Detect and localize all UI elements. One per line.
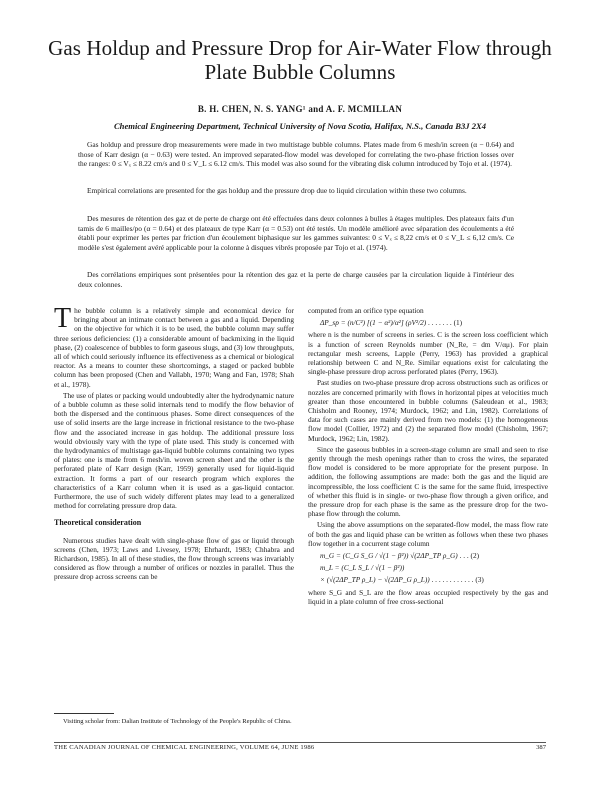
- abstract-fr-paragraph-1: Des mesures de rétention des gaz et de perte de charge ont été effectuées dans deux colonnes à bulles à étages multiples. Des plateaux faits d'un tamis de 6 mailles/po (α = 0.64) et des plateaux de type Karr (α = 0.53) ont été testés. Un modèle amélioré avec séparation des écoulements a été établi pour exprimer les pertes par friction d'un écoulement biphasique sur les gammes suivantes: 0 ≤ Vₓ ≤ 8,22 cm/s et 0 ≤ V_L ≤ 6,12 cm/s. Ce modèle s'est également avéré applicable pour la colonne à disques vibrés proposée par Tojo et al. (1974).: [78, 214, 514, 252]
- drop-cap: T: [54, 303, 72, 334]
- abstract-en-paragraph-1: Gas holdup and pressure drop measurements were made in two multistage bubble columns. Plates made from 6 mesh/in screen (α − 0.64) and those of Karr design (α − 0.63) were tested. An improved separated-flow model was developed for correlating the two-phase friction losses over the ranges: 0 ≤ Vₓ ≤ 8.22 cm/s and 0 ≤ V_L ≤ 6.12 cm/s. This model was also sound for the vibrating disk column introduced by Tojo et al. (1974).: [78, 140, 514, 169]
- footer-rule: [54, 742, 546, 743]
- journal-footer: THE CANADIAN JOURNAL OF CHEMICAL ENGINEERING, VOLUME 64, JUNE 1986: [54, 744, 315, 751]
- equation-3-line-1: m_L = (C_L S_L / √(1 − β²)): [320, 563, 405, 573]
- equation-3-body: × (√(2ΔP_TP ρ_L) − √(2ΔP_G ρ_L)): [320, 575, 430, 585]
- author-affiliation: Chemical Engineering Department, Technical University of Nova Scotia, Halifax, N.S., Canada B3J 2X4: [113, 121, 487, 131]
- page-number: 387: [536, 744, 546, 751]
- section-heading: Theoretical consideration: [54, 518, 142, 528]
- abstract-french: [78, 214, 514, 252]
- abstract-english: [78, 140, 514, 169]
- equation-2-number: . . . (2): [459, 551, 480, 561]
- right-paragraph-4: Using the above assumptions on the separated-flow model, the mass flow rate of both the gas and liquid phase can be written as follows when these two phases flow together in a cocurrent stage column: [308, 520, 548, 548]
- theory-paragraph-1: Numerous studies have dealt with single-phase flow of gas or liquid through screens (Chen, 1973; Laws and Livesey, 1978; Ehrhardt, 1983; Chhabra and Richardson, 1985). In all of these studies, the flow through screens was invariably considered as flow through a number of orifices or nozzles in parallel. Thus the pressure drop across screens can be: [54, 535, 294, 582]
- abstract-english-2: [78, 186, 514, 196]
- footnote: Visiting scholar from: Dalian Institute of Technology of the People's Republic of China.: [63, 718, 292, 725]
- right-paragraph-1: where n is the number of screens in series. C is the screen loss coefficient which is a function of screen Reynolds number (N_Re, = dm V/αμ). For plain rectangular mesh screens, Lapple (Perry, 1963) has provided a graphical relationship between C and N_Re. Similar equations exist for calculating the single-phase pressure drop across perforated plates (Perry, 1963).: [308, 330, 548, 377]
- intro-text-1: he bubble column is a relatively simple and economical device for bringing about an intimate contact between a gas and a liquid. Depending on the objective for which it is to be used, the bubble column may suffer three serious deficiencies: (1) a considerable amount of backmixing in the liquid phase, (2) coalescence of bubbles to form gaseous slugs, and (3) low throughputs, all of which could seriously influence its effectiveness as a chemical or biological reactor. As a means to counter these shortcomings, a staged or packed bubble column has been proposed (Chen and Vallabh, 1970; Wang and Fan, 1978; Shah et al., 1978).: [54, 306, 294, 389]
- abstract-fr-paragraph-2: Des corrélations empiriques sont présentées pour la rétention des gaz et la perte de charge causées par la circulation liquide à l'intérieur des deux colonnes.: [78, 270, 514, 289]
- abstract-french-2: [78, 270, 514, 289]
- equation-1-number: . . . . . . . (1): [428, 318, 463, 328]
- right-paragraph-0: computed from an orifice type equation: [308, 306, 424, 315]
- right-paragraph-2: Past studies on two-phase pressure drop across obstructions such as orifices or nozzles are concerned primarily with flows in horizontal pipes at velocities much greater than those encountered in bubble columns (Saleudean et al., 1983; Chisholm and Rooney, 1974; Murdock, 1962; and Lin, 1982). Correlations of data for such cases are mainly derived from two models: (1) the homogeneous flow model (Collier, 1972) and (2) the separated flow model (Chisholm, 1967; Murdock, 1962; Lin, 1982).: [308, 378, 548, 443]
- paper-authors: B. H. CHEN, N. S. YANG¹ and A. F. MCMILLAN: [197, 104, 403, 114]
- right-column: [308, 306, 548, 608]
- left-column: [54, 303, 294, 584]
- intro-paragraph-1: [54, 303, 294, 389]
- footnote-rule: [54, 713, 114, 714]
- equation-3-number: . . . . . . . . . . . . (3): [431, 575, 484, 585]
- right-paragraph-5: where S_G and S_L are the flow areas occupied respectively by the gas and liquid in a plate column of free cross-sectional: [308, 587, 548, 606]
- equation-2: [308, 551, 548, 560]
- equation-1-body: ΔP_sp = (n/C²) [(1 − α²)/α²] (ρV²/2): [320, 318, 427, 328]
- equation-3-line-2: [308, 575, 548, 584]
- equation-1: [308, 318, 548, 327]
- right-paragraph-3: Since the gaseous bubbles in a screen-stage column are small and seen to rise gently through the mesh openings rather than to cross the wires, the separated flow model is considered to be more appropriate for the present purpose. In addition, the following assumptions are made: both the gas and the liquid are incompressible, the loss coefficient C is the same for the same fluid, irrespective of whether this fluid is in single- or two-phase flow through a given orifice, and the pressure drop for each phase is the same as the pressure drop for the two-phase flow through the column.: [308, 444, 548, 519]
- intro-paragraph-2: The use of plates or packing would undoubtedly alter the hydrodynamic nature of a bubble column as these solid internals tend to modify the flow behavior of both the dispersed and the continuous phases. Some direct consequences of the use of solid inserts are the large increase in frictional resistance to the two-phase flow and the associated increase in gas holdup. The additional pressure loss would obviously vary with the type of plate used. This study is concerned with the hydrodynamics of multistage gas-liquid bubble columns containing two types of plates: one is made from 6 mesh/in. woven screen sheet and the other is the perforated plate of Karr design (Karr, 1959) generally used for liquid-liquid extraction. It forms a part of our research program which explores the characteristics of a Karr column when it is used as a gas-liquid contactor. Furthermore, the use of such widely different plates may lead to a generalized method for correlating pressure drop data.: [54, 390, 294, 511]
- equation-2-body: m_G = (C_G S_G / √(1 − β²)) √(2ΔP_TP ρ_G): [320, 551, 458, 561]
- abstract-en-paragraph-2: Empirical correlations are presented for the gas holdup and the pressure drop due to liquid circulation within these two columns.: [87, 186, 467, 195]
- paper-title: Gas Holdup and Pressure Drop for Air-Water Flow through Plate Bubble Columns: [48, 36, 552, 84]
